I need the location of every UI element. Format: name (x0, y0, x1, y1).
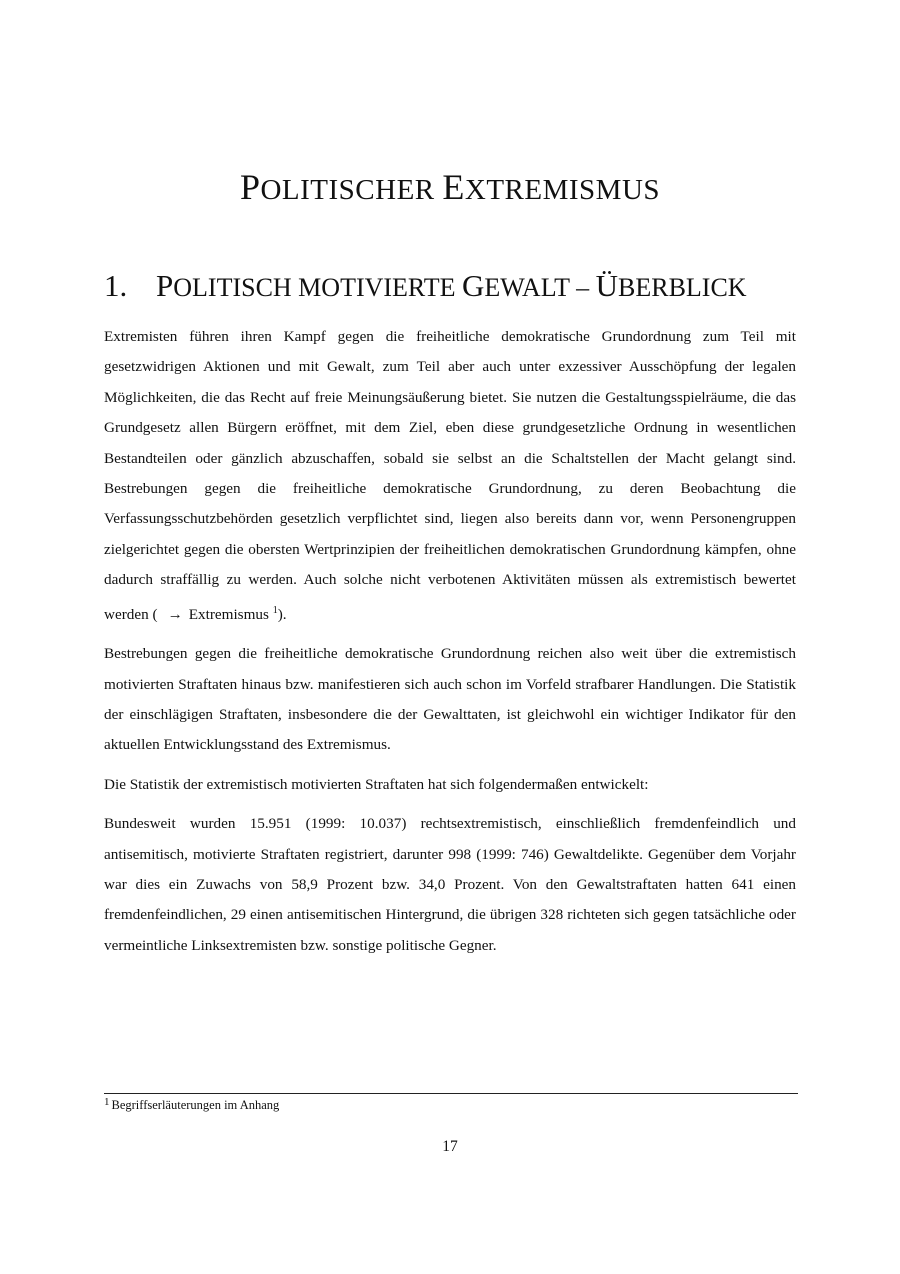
page-number: 17 (442, 1138, 458, 1155)
page-title (0, 166, 900, 208)
heading-rest-1: OLITISCH MOTIVIERTE (173, 273, 456, 302)
title-initial-1: P (239, 167, 261, 207)
title-rest-1: OLITISCHER (260, 174, 435, 206)
title-initial-2: E (442, 167, 465, 207)
paragraph-3: Die Statistik der extremistisch motivierten Straftaten hat sich folgendermaßen entwickelt: (104, 775, 649, 793)
heading-dash: – (576, 273, 590, 302)
footnote-mark: 1 (104, 1096, 110, 1108)
heading-initial-1: P (156, 268, 174, 303)
footnote-marker: 1 (272, 604, 278, 616)
heading-rest-2: EWALT (484, 273, 570, 302)
glossary-reference: Extremismus (188, 605, 269, 623)
section-heading (104, 268, 747, 304)
section-number: 1. (104, 268, 128, 303)
heading-rest-3: BERBLICK (618, 273, 747, 302)
paragraph-2: Bestrebungen gegen die freiheitliche demokratische Grundordnung reichen also weit über die extremistisch motivierten Straftaten hinaus bzw. manifestieren sich auch schon im Vorfeld strafbarer Handlungen. Die Statistik der einschlägigen Straftaten, insbesondere die der Gewalttaten, ist gleichwohl ein wichtiger Indikator für den aktuellen Entwicklungsstand des Extremismus. (104, 645, 796, 754)
footnote-divider (104, 1093, 798, 1094)
heading-initial-3: Ü (595, 268, 618, 303)
paragraph-1-text: Extremisten führen ihren Kampf gegen die freiheitliche demokratische Grundordnung zum Teil mit gesetzwidrigen Aktionen und mit Gewalt, zum Teil aber auch unter exzessiver Ausschöpfung der legalen Möglichkeiten, die das Recht auf freie Meinungsäußerung bietet. Sie nutzen die Gestaltungsspielräume, die das Grundgesetz allen Bürgern eröffnet, mit dem Ziel, eben diese grundgesetzliche Ordnung in wesentlichen Bestandteilen oder gänzlich abzuschaffen, sobald sie selbst an die Schaltstellen der Macht gelangt sind. Bestrebungen gegen die freiheitliche demokratische Grundordnung, zu deren Beobachtung die Verfassungsschutzbehörden gesetzlich verpflichtet sind, liegen also bereits dann vor, wenn Personengruppen zielgerichtet gegen die obersten Wertprinzipien der freiheitlichen demokratischen Grundordnung kämpfen, ohne dadurch straffällig zu werden. Auch solche nicht verbotenen Aktivitäten müssen als extremistisch bewertet werden ( (104, 328, 796, 623)
body-text (104, 322, 796, 970)
paragraph-4: Bundesweit wurden 15.951 (1999: 10.037) rechtsextremistisch, einschließlich fremdenfeindlich und antisemitisch, motivierte Straftaten registriert, darunter 998 (1999: 746) Gewaltdelikte. Gegenüber dem Vorjahr war dies ein Zuwachs von 58,9 Prozent bzw. 34,0 Prozent. Von den Gewaltstraftaten hatten 641 einen fremdenfeindlichen, 29 einen antisemitischen Hintergrund, die übrigen 328 richteten sich gegen tatsächliche oder vermeintliche Linksextremisten bzw. sonstige politische Gegner. (104, 815, 796, 954)
arrow-icon: → (167, 605, 183, 623)
title-rest-2: XTREMISMUS (464, 174, 661, 206)
paragraph-1-close: ). (277, 605, 287, 623)
footnote (104, 1096, 279, 1113)
paragraph-1 (104, 322, 796, 630)
footnote-text: Begriffserläuterungen im Anhang (111, 1098, 280, 1112)
heading-initial-2: G (461, 268, 485, 303)
